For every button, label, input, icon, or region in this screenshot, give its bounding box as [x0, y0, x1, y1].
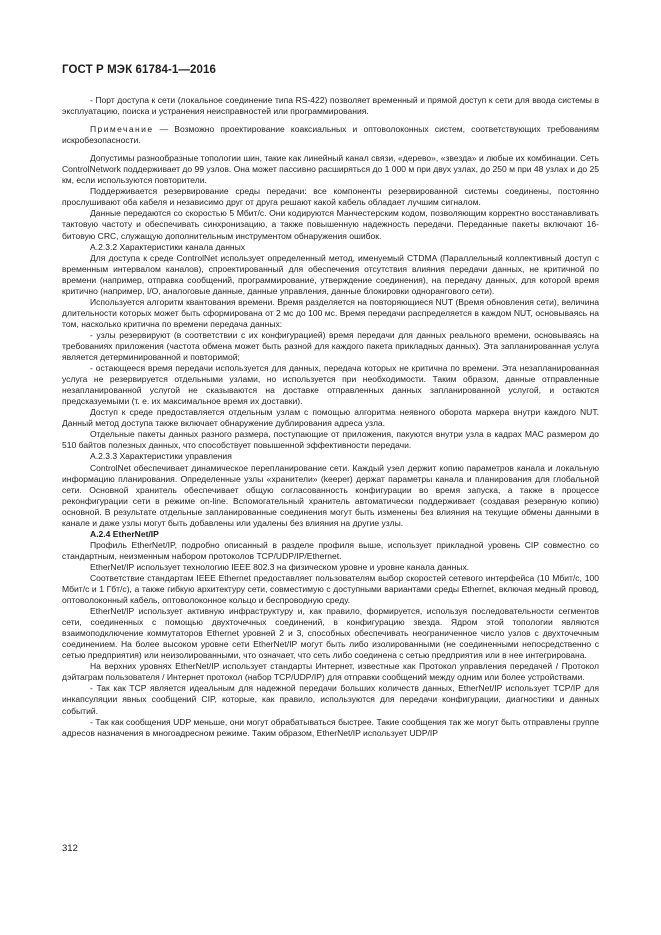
document-body [62, 95, 599, 739]
subsection-heading: A.2.3.2 Характеристики канала данных [90, 241, 246, 252]
note-paragraph [62, 124, 599, 146]
paragraph: Используется алгоритм квантования времени. Время разделяется на повторяющиеся NUT (Время обновления сети), величина длительности которых может быть сформирована от 2 мс до 100 мс. Время передачи распределяется в каждом NUT, основываясь на том, насколько критична по времени передача данных: [62, 296, 599, 329]
note-lead: Примечание [90, 124, 154, 135]
paragraph: Для доступа к среде ControlNet использует определенный метод, именуемый CTDMA (Параллельный коллективный доступ с временным интервалом каналов), спроектированный для обеспечения отсутствия влияния передачи данных, не критичной по времени (например, отправка сообщений, программирование, утверждение соединения), на передачу данных, для которой время критично (например, I/O, аналоговые данные, данные управления, данные блокировки однорангового сети). [62, 252, 599, 296]
paragraph: Отдельные пакеты данных разного размера, поступающие от приложения, пакуются внутри узла в кадрах MAC размером до 510 байтов полезных данных, что способствует повышенной эффективности передачи. [62, 429, 599, 451]
subsection-heading: A.2.3.3 Характеристики управления [90, 451, 232, 462]
paragraph: На верхних уровнях EtherNet/IP использует стандарты Интернет, известные как Протокол управления передачей / Протокол дэйтаграм пользователя / Интернет протокол (набор TCP/UDP/IP) для отправки сообщений между одним или более устройствами. [62, 661, 599, 683]
paragraph: Данные передаются со скоростью 5 Мбит/с. Они кодируются Манчестерским кодом, позволяющим корректно восстанавливать тактовую частоту и обеспечивать синхронизацию, а также повышенную надежность передачи. Переданные пакеты включают 16-битовую CRC, служащую дополнительным инструментом обнаружения ошибок. [62, 208, 599, 241]
paragraph: Поддерживается резервирование среды передачи: все компоненты резервированной системы соединены, постоянно прослушивают оба кабеля и независимо друг от друга решают какой кабель обладает лучшим сигналом. [62, 186, 599, 208]
paragraph: Профиль EtherNet/IP, подробно описанный в разделе профиля выше, использует прикладной уровень CIP совместно со стандартным, неизменным набором протоколов TCP/UDP/IP/Ethernet. [62, 539, 599, 561]
paragraph: EtherNet/IP использует технологию IEEE 802.3 на физическом уровне и уровне канала данных. [90, 561, 470, 572]
paragraph: ControlNet обеспечивает динамическое перепланирование сети. Каждый узел держит копию параметров канала и локальную информацию планирования. Определенные узлы «хранители» (keeper) держат параметры канала и планирования для глобальной сети. Основной хранитель обеспечивает общую согласованность конфигурации во время запуска, а также в процессе реконфигурации сети в режиме on-line. Вспомогательный хранитель автоматически поддерживает (создавая резервную копию) основной. В результате отдельные запланированные соединения могут быть изменены без влияния на текущие обмены данными в канале и даже узлы могут быть добавлены или удалены без влияния на другие узлы. [62, 462, 599, 528]
paragraph: Допустимы разнообразные топологии шин, такие как линейный канал связи, «дерево», «звезда» и любые их комбинации. Сеть ControlNetwork поддерживает до 99 узлов. Она может пассивно расширяться до 1 000 м при двух узлах, до 250 м при 48 узлах и до 25 км, если используются повторители. [62, 153, 599, 186]
page-number: 312 [62, 843, 78, 854]
section-heading: A.2.4 EtherNet/IP [90, 528, 159, 539]
paragraph: Соответствие стандартам IEEE Ethernet предоставляет пользователям выбор скоростей сетевого интерфейса (10 Мбит/с, 100 Мбит/с и 1 Гбт/с), а также гибкую архитектуру сети, совместимую с доступными вариантами среды Ethernet, включая медный провод, оптоволоконный кабель, оптоволоконное кольцо и беспроводную среду. [62, 572, 599, 606]
list-item: - остающееся время передачи используется для данных, передача которых не критична по времени. Эта незапланированная услуга не резервируется отдельными узлами, но используется при необходимости. Таким образом, данные отправленные незапланированной услугой не сказываются на доставке отправленных данных запланированной услугой, и остаются предсказуемыми (т. е. их максимальное время их доставки). [62, 363, 599, 407]
note-text: — Возможно проектирование коаксиальных и оптоволоконных систем, соответствующих требованиям искробезопасности. [62, 124, 599, 146]
paragraph: EtherNet/IP использует активную инфраструктуру и, как правило, формируется, используя последовательности сегментов сети, соединенных с помощью двухточечных соединений, в конфигурацию звезда. Ядром этой топологии являются взаимоподключение коммутаторов Ethernet уровней 2 и 3, способных обеспечивать неограниченное число узлов с двухточечным соединением. На более высоком уровне сети EtherNet/IP могут быть либо изолированными (не соединенными непосредственно с сетью предприятия) или неизолированными, что означает, что сеть либо соединена с сетью предприятия или в нее интегрирована. [62, 606, 599, 661]
list-item: - Так как TCP является идеальным для надежной передачи больших количеств данных, EtherNet/IP использует TCP/IP для инкапсуляции явных сообщений CIP, которые, как правило, используются для передачи конфигурации, диагностики и данных событий. [62, 683, 599, 716]
list-item: - Так как сообщения UDP меньше, они могут обрабатываться быстрее. Такие сообщения так же могут быть отправлены группе адресов назначения в многоадресном режиме. Таким образом, EtherNet/IP использует UDP/IP [62, 716, 599, 738]
list-item: - узлы резервируют (в соответствии с их конфигурацией) время передачи для данных реального времени, основываясь на требованиях приложения (частота обмена может быть разной для каждого пакета прикладных данных). Эта запланированная услуга является детерминированной и повторимой; [62, 329, 599, 363]
page-header-title: ГОСТ Р МЭК 61784-1—2016 [62, 64, 216, 76]
paragraph: - Порт доступа к сети (локальное соединение типа RS-422) позволяет временный и прямой доступ к сети для ввода системы в эксплуатацию, поиска и устранения неисправностей или программирования. [62, 95, 599, 117]
paragraph: Доступ к среде предоставляется отдельным узлам с помощью алгоритма неявного оборота маркера внутри каждого NUT. Данный метод доступа также включает обнаружение дублирования адреса узла. [62, 407, 599, 429]
